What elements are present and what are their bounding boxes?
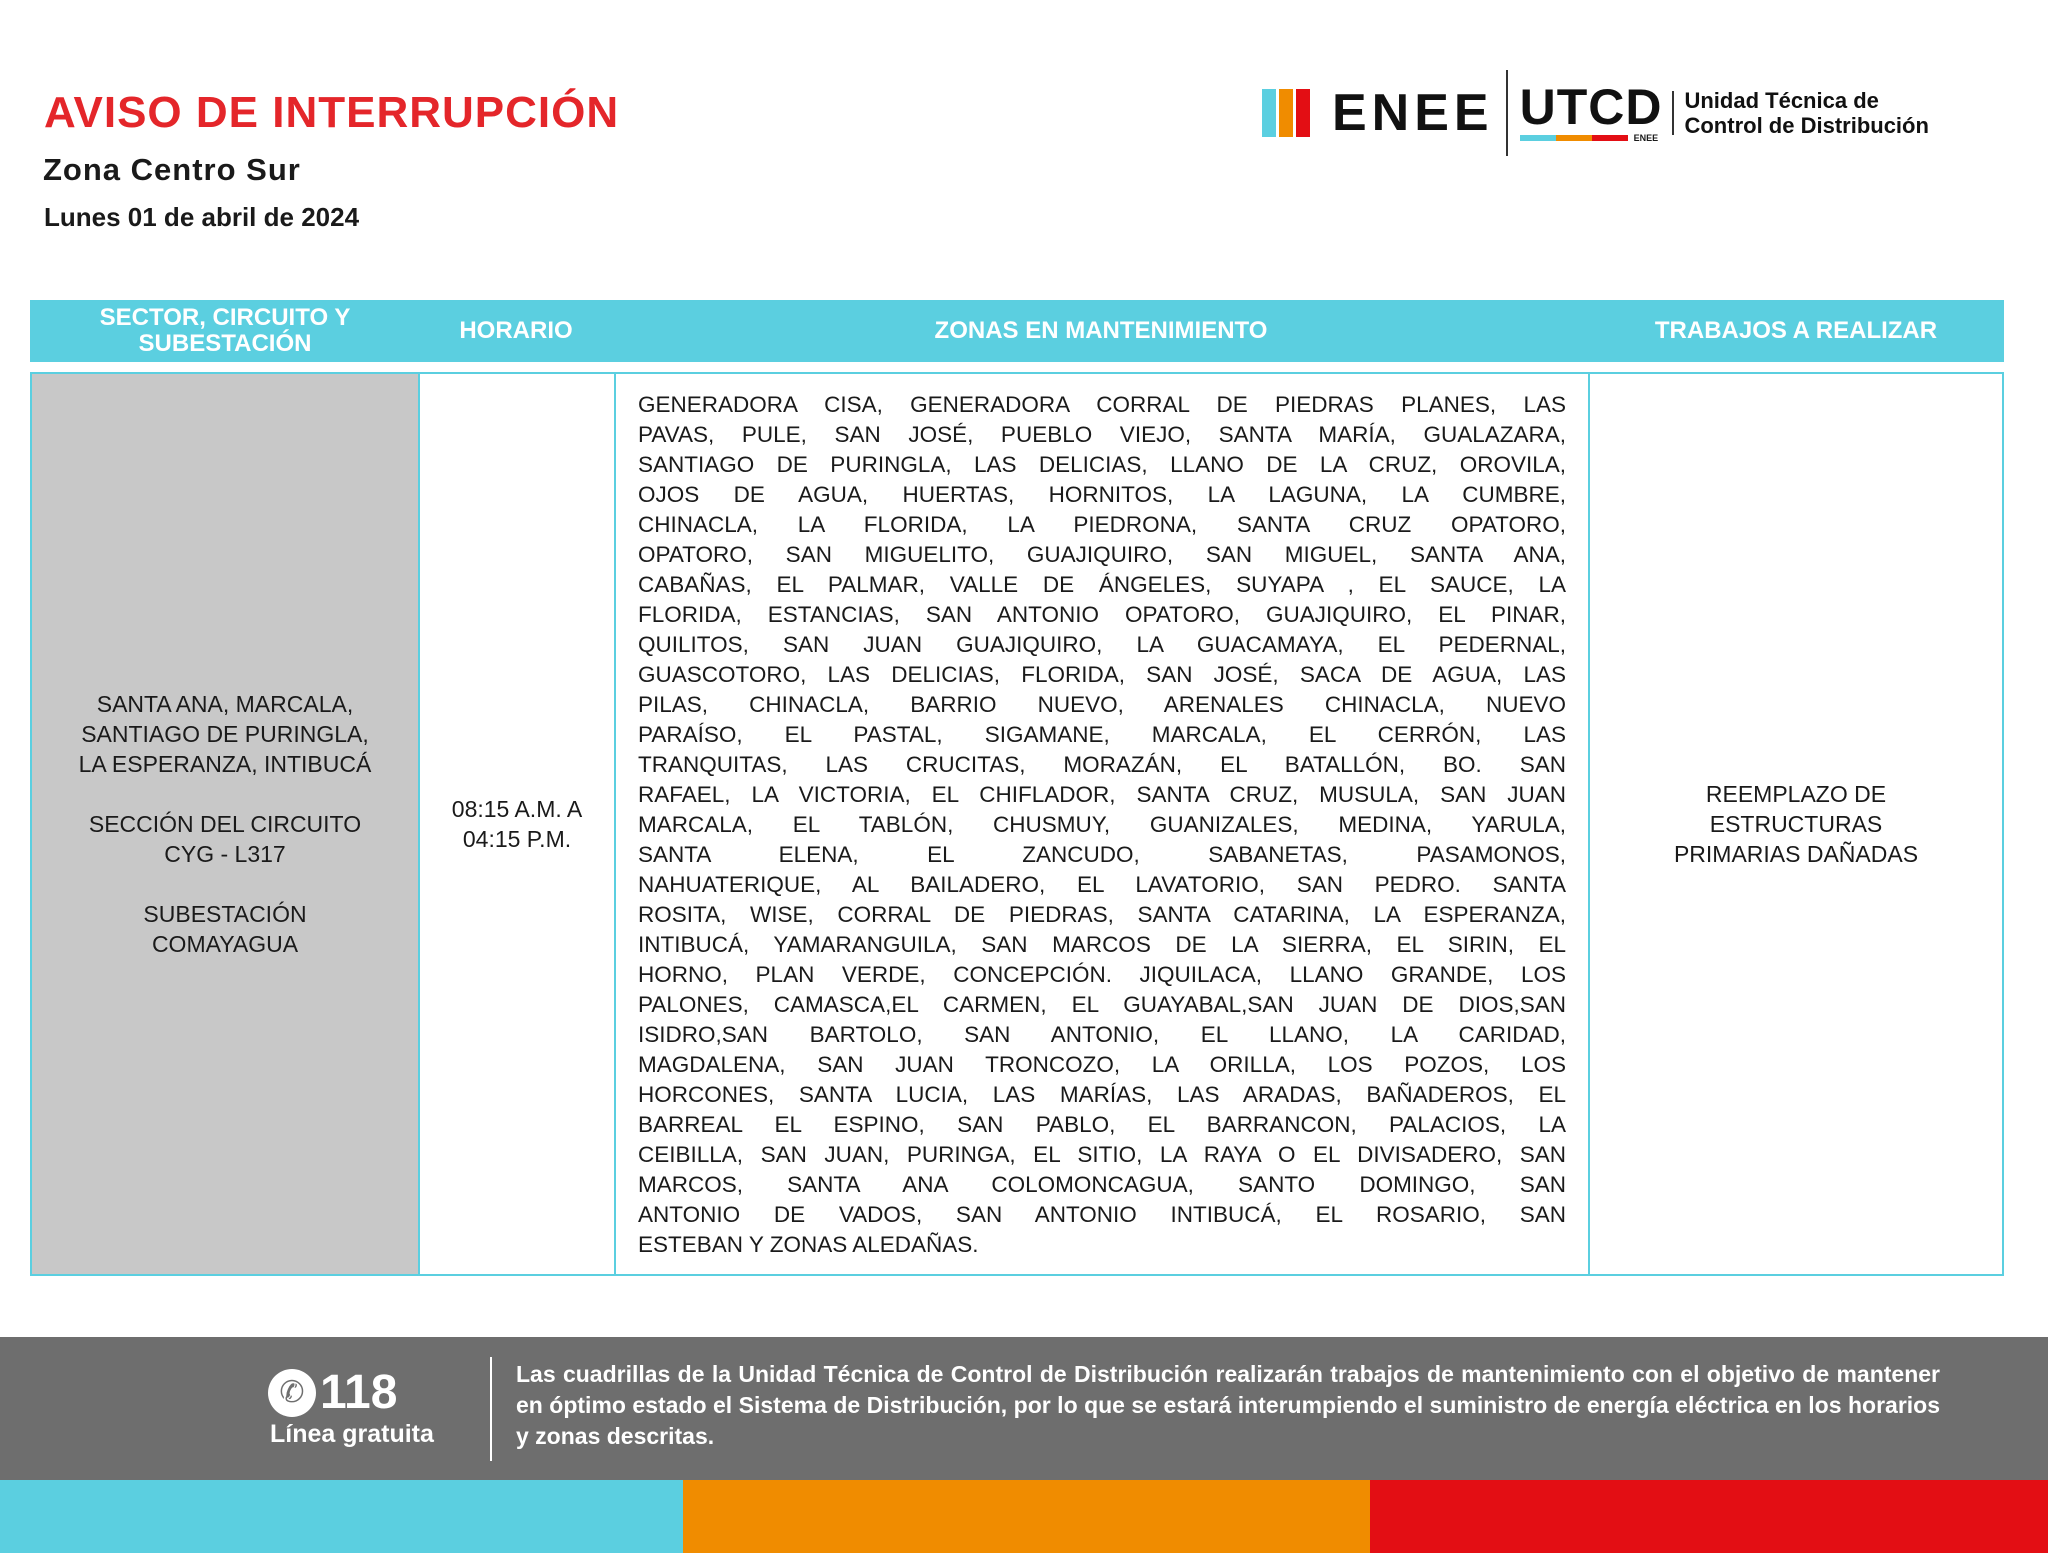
sector-line: SANTIAGO DE PURINGLA, — [81, 721, 369, 747]
hotline-label: Línea gratuita — [270, 1420, 434, 1448]
zone-name: Zona Centro Sur — [43, 152, 301, 187]
circuit-line: CYG - L317 — [164, 841, 286, 867]
notice-date: Lunes 01 de abril de 2024 — [44, 202, 360, 232]
work-line: PRIMARIAS DAÑADAS — [1673, 841, 1919, 867]
zone-line: OPATORO, SAN MIGUELITO, GUAJIQUIRO, SAN MIGUEL, SANTA ANA, — [638, 542, 1566, 567]
zone-line: MARCOS, SANTA ANA COLOMONCAGUA, SANTO DOMINGO, SAN — [638, 1172, 1566, 1197]
zone-line: HORCONES, SANTA LUCIA, LAS MARÍAS, LAS ARADAS, BAÑADEROS, EL — [638, 1082, 1566, 1107]
enee-utcd-logo — [1262, 68, 1929, 158]
color-bar-orange — [683, 1480, 1370, 1553]
enee-wordmark: ENEE — [1332, 84, 1494, 142]
zone-line: PAVAS, PULE, SAN JOSÉ, PUEBLO VIEJO, SANTA MARÍA, GUALAZARA, — [638, 422, 1566, 447]
hotline — [268, 1365, 397, 1420]
footer — [0, 1337, 2048, 1480]
zone-line: ESTEBAN Y ZONAS ALEDAÑAS. — [638, 1232, 979, 1257]
work-cell — [1590, 374, 2002, 1274]
hotline-number: 118 — [320, 1366, 398, 1419]
zone-line: MARCALA, EL TABLÓN, CHUSMUY, GUANIZALES, MEDINA, YARULA, — [638, 812, 1566, 837]
schedule-line: 08:15 A.M. A — [451, 796, 583, 822]
zone-line: MAGDALENA, SAN JUAN TRONCOZO, LA ORILLA, LOS POZOS, LOS — [638, 1052, 1566, 1077]
zone-line: BARREAL EL ESPINO, SAN PABLO, EL BARRANCON, PALACIOS, LA — [638, 1112, 1566, 1137]
table-header — [30, 300, 2004, 362]
table-row — [30, 372, 2004, 1276]
zone-line: OJOS DE AGUA, HUERTAS, HORNITOS, LA LAGUNA, LA CUMBRE, — [638, 482, 1566, 507]
col-header-sector: SECTOR, CIRCUITO Y SUBESTACIÓN — [99, 304, 351, 357]
sector-line: SANTA ANA, MARCALA, — [96, 691, 354, 717]
unit-name — [1684, 88, 1928, 138]
zone-line: CABAÑAS, EL PALMAR, VALLE DE ÁNGELES, SUYAPA , EL SAUCE, LA — [638, 572, 1566, 597]
zone-line: TRANQUITAS, LAS CRUCITAS, MORAZÁN, EL BATALLÓN, BO. SAN — [638, 752, 1566, 777]
unit-name-line: Control de Distribución — [1684, 113, 1929, 138]
color-bar-cyan — [0, 1480, 683, 1553]
zone-line: RAFAEL, LA VICTORIA, EL CHIFLADOR, SANTA CRUZ, MUSULA, SAN JUAN — [638, 782, 1566, 807]
zone-line: SANTA ELENA, EL ZANCUDO, SABANETAS, PASAMONOS, — [638, 842, 1566, 867]
enee-logo-mark-icon — [1262, 89, 1310, 137]
zones-cell — [616, 374, 1590, 1274]
col-header-zones: ZONAS EN MANTENIMIENTO — [934, 317, 1268, 344]
work-line: ESTRUCTURAS — [1709, 811, 1883, 837]
color-bar-red — [1370, 1480, 2048, 1553]
notice-title: AVISO DE INTERRUPCIÓN — [44, 88, 620, 137]
zone-line: GENERADORA CISA, GENERADORA CORRAL DE PIEDRAS PLANES, LAS — [638, 392, 1566, 417]
zone-line: PARAÍSO, EL PASTAL, SIGAMANE, MARCALA, EL CERRÓN, LAS — [638, 722, 1566, 747]
work-line: REEMPLAZO DE — [1705, 781, 1887, 807]
circuit-line: SECCIÓN DEL CIRCUITO — [88, 811, 362, 837]
zone-line: PILAS, CHINACLA, BARRIO NUEVO, ARENALES CHINACLA, NUEVO — [638, 692, 1566, 717]
col-header-work: TRABAJOS A REALIZAR — [1654, 317, 1938, 344]
zone-line: ROSITA, WISE, CORRAL DE PIEDRAS, SANTA CATARINA, LA ESPERANZA, — [638, 902, 1566, 927]
logo-divider-small — [1672, 91, 1674, 135]
footer-message: Las cuadrillas de la Unidad Técnica de Control de Distribución realizarán trabajos de mantenimiento con el objetivo de mantener en óptimo estado el Sistema de Distribución, por lo que se estará interumpiendo el suministro de energía eléctrica en los horarios y zonas descritas. — [516, 1361, 1940, 1449]
phone-icon: ✆ — [268, 1369, 316, 1417]
zone-line: SANTIAGO DE PURINGLA, LAS DELICIAS, LLANO DE LA CRUZ, OROVILA, — [638, 452, 1566, 477]
footer-divider — [490, 1357, 492, 1461]
sector-cell — [32, 374, 420, 1274]
zone-line: FLORIDA, ESTANCIAS, SAN ANTONIO OPATORO, GUAJIQUIRO, EL PINAR, — [638, 602, 1566, 627]
zone-line: INTIBUCÁ, YAMARANGUILA, SAN MARCOS DE LA SIERRA, EL SIRIN, EL — [638, 932, 1566, 957]
zone-line: ANTONIO DE VADOS, SAN ANTONIO INTIBUCÁ, EL ROSARIO, SAN — [638, 1202, 1566, 1227]
zone-line: GUASCOTORO, LAS DELICIAS, FLORIDA, SAN JOSÉ, SACA DE AGUA, LAS — [638, 662, 1566, 687]
col-header-schedule: HORARIO — [459, 317, 573, 344]
zone-line: NAHUATERIQUE, AL BAILADERO, EL LAVATORIO, SAN PEDRO. SANTA — [638, 872, 1566, 897]
logo-divider — [1506, 70, 1508, 156]
zone-line: HORNO, PLAN VERDE, CONCEPCIÓN. JIQUILACA, LLANO GRANDE, LOS — [638, 962, 1566, 987]
zone-line: ISIDRO,SAN BARTOLO, SAN ANTONIO, EL LLANO, LA CARIDAD, — [638, 1022, 1566, 1047]
substation-line: COMAYAGUA — [151, 931, 299, 957]
zone-line: QUILITOS, SAN JUAN GUAJIQUIRO, LA GUACAMAYA, EL PEDERNAL, — [638, 632, 1566, 657]
schedule-line: 04:15 P.M. — [462, 826, 572, 852]
schedule-cell — [420, 374, 616, 1274]
utcd-sub: ENEE — [1633, 133, 1659, 143]
utcd-wordmark — [1519, 79, 1663, 143]
zone-line: CEIBILLA, SAN JUAN, PURINGA, EL SITIO, LA RAYA O EL DIVISADERO, SAN — [638, 1142, 1566, 1167]
substation-line: SUBESTACIÓN — [143, 901, 307, 927]
utcd-text: UTCD — [1519, 79, 1663, 135]
zone-line: PALONES, CAMASCA,EL CARMEN, EL GUAYABAL,SAN JUAN DE DIOS,SAN — [638, 992, 1566, 1017]
zone-line: CHINACLA, LA FLORIDA, LA PIEDRONA, SANTA CRUZ OPATORO, — [638, 512, 1566, 537]
sector-line: LA ESPERANZA, INTIBUCÁ — [78, 751, 372, 777]
unit-name-line: Unidad Técnica de — [1684, 88, 1879, 113]
